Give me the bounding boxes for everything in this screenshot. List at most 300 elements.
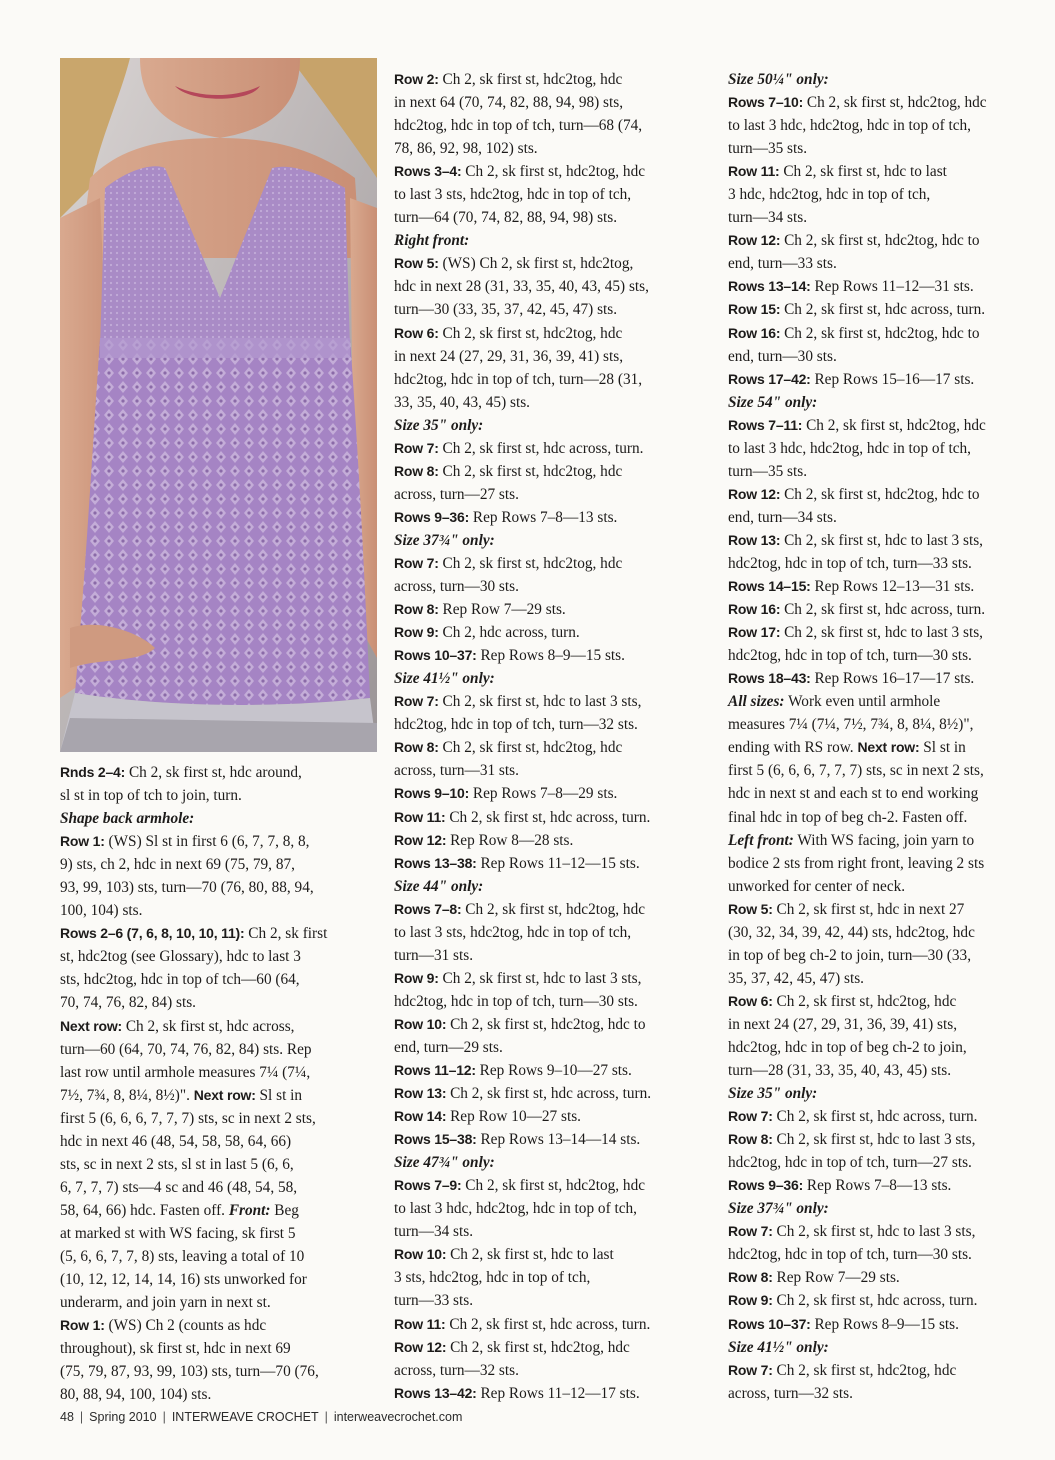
instruction-text: 33, 35, 40, 43, 45) sts. [394, 393, 530, 411]
instruction-text: first 5 (6, 6, 6, 7, 7, 7) sts, sc in next 2 sts, [728, 762, 984, 780]
instruction-line [394, 460, 706, 483]
row-label: Row 11: [394, 808, 446, 825]
instruction-text: (WS) Ch 2, sk first st, hdc2tog, [438, 255, 634, 273]
row-label: Next row: [60, 1017, 122, 1034]
instruction-line [394, 921, 706, 944]
instruction-column-1 [60, 761, 372, 1406]
instruction-column-2 [394, 68, 706, 1405]
instruction-line [728, 552, 1040, 575]
instruction-text: 35, 37, 42, 45, 47) sts. [728, 969, 864, 987]
instruction-line [728, 875, 1040, 898]
instruction-text: hdc2tog, hdc in top of tch, turn—27 sts. [728, 1154, 972, 1172]
instruction-text: across, turn—32 sts. [728, 1384, 853, 1402]
instruction-text: Ch 2, sk first st, hdc2tog, hdc [772, 1361, 957, 1379]
instruction-line [394, 1220, 706, 1243]
instruction-text: Rep Rows 16–17—17 sts. [810, 670, 975, 688]
row-label: Row 7: [728, 1361, 773, 1378]
instruction-line [394, 483, 706, 506]
instruction-text: Rep Rows 7–8—13 sts. [469, 508, 618, 526]
instruction-text: 7½, 7¾, 8, 8¼, 8½)". [60, 1086, 194, 1104]
instruction-text: Ch 2, sk first st, hdc across, turn. [780, 301, 986, 319]
instruction-text: Sl st in [919, 739, 966, 757]
instruction-line [394, 990, 706, 1013]
instruction-line [60, 1383, 372, 1406]
instruction-text: across, turn—31 sts. [394, 762, 519, 780]
instruction-line [728, 460, 1040, 483]
instruction-text: to last 3 sts, hdc2tog, hdc in top of tch, [394, 923, 632, 941]
instruction-text: (WS) Sl st in first 6 (6, 7, 7, 8, 8, [104, 833, 310, 851]
instruction-line [394, 1289, 706, 1312]
instruction-line [60, 945, 372, 968]
instruction-line [394, 575, 706, 598]
instruction-line [394, 690, 706, 713]
instruction-line [728, 322, 1040, 345]
instruction-text: Rep Rows 7–8—13 sts. [803, 1177, 952, 1195]
instruction-text: to last 3 hdc, hdc2tog, hdc in top of tch, [394, 1200, 638, 1218]
instruction-line [394, 944, 706, 967]
instruction-text: Rep Row 10—27 sts. [446, 1108, 581, 1126]
instruction-text: underarm, and join yarn in next st. [60, 1294, 271, 1312]
instruction-line [394, 759, 706, 782]
instruction-line [394, 1082, 706, 1105]
instruction-line [728, 437, 1040, 460]
instruction-line [728, 1036, 1040, 1059]
instruction-line [728, 782, 1040, 805]
instruction-line [728, 621, 1040, 644]
instruction-text: hdc2tog, hdc in top of tch, turn—30 sts. [728, 1246, 972, 1264]
instruction-line [60, 899, 372, 922]
instruction-line [394, 967, 706, 990]
row-label: Rows 2–6 (7, 6, 8, 10, 10, 11): [60, 925, 245, 942]
row-label: Row 5: [728, 900, 773, 917]
instruction-text: sts, hdc2tog, hdc in top of tch—60 (64, [60, 971, 300, 989]
instruction-text: 3 sts, hdc2tog, hdc in top of tch, [394, 1269, 591, 1287]
instruction-line [394, 160, 706, 183]
instruction-text: in next 64 (70, 74, 82, 88, 94, 98) sts, [394, 94, 624, 112]
instruction-line [394, 1174, 706, 1197]
instruction-line [728, 898, 1040, 921]
instruction-text: hdc2tog, hdc in top of tch, turn—68 (74, [394, 117, 643, 135]
instruction-text: ending with RS row. [728, 739, 858, 757]
instruction-text: Ch 2, sk first st, hdc2tog, hdc [461, 1177, 646, 1195]
instruction-line [728, 1220, 1040, 1243]
instruction-text: turn—35 sts. [728, 140, 808, 158]
instruction-line [728, 91, 1040, 114]
instruction-text: across, turn—30 sts. [394, 578, 519, 596]
row-label: Rows 9–36: [394, 508, 470, 525]
row-label: Row 15: [728, 301, 781, 318]
instruction-text: 70, 74, 76, 82, 84) sts. [60, 994, 196, 1012]
instruction-text: Ch 2, sk first [244, 925, 328, 943]
row-label: Row 12: [394, 831, 447, 848]
issue-date: Spring 2010 [89, 1410, 157, 1424]
instruction-line [394, 298, 706, 321]
row-label: Rows 7–10: [728, 94, 804, 111]
row-label: Row 13: [728, 531, 781, 548]
instruction-line [394, 829, 706, 852]
instruction-line [60, 1176, 372, 1199]
instruction-line [394, 183, 706, 206]
instruction-line [60, 1015, 372, 1038]
section-heading: Size 44" only: [394, 877, 484, 895]
instruction-line [394, 1266, 706, 1289]
row-label: Rows 11–12: [394, 1062, 476, 1079]
row-label: Row 8: [394, 601, 439, 618]
instruction-text: Ch 2, sk first st, hdc across, turn. [438, 439, 644, 457]
instruction-line [60, 1245, 372, 1268]
instruction-line [394, 506, 706, 529]
row-label: Rows 10–37: [394, 647, 477, 664]
row-label: Row 11: [728, 163, 780, 180]
instruction-line [60, 1038, 372, 1061]
instruction-line [728, 921, 1040, 944]
instruction-text: Rep Rows 11–12—31 sts. [810, 278, 974, 296]
instruction-text: to last 3 hdc, hdc2tog, hdc in top of tch, [728, 439, 972, 457]
instruction-text: Ch 2, sk first st, hdc2tog, hdc [461, 900, 646, 918]
instruction-text: Beg [270, 1201, 299, 1219]
instruction-line [394, 806, 706, 829]
instruction-line [60, 761, 372, 784]
instruction-text: 80, 88, 94, 100, 104) sts. [60, 1386, 212, 1404]
instruction-line [728, 483, 1040, 506]
instruction-line [728, 575, 1040, 598]
instruction-text: Ch 2, sk first st, hdc2tog, hdc to [446, 1015, 646, 1033]
instruction-text: st, hdc2tog (see Glossary), hdc to last 3 [60, 948, 301, 966]
instruction-text: in next 24 (27, 29, 31, 36, 39, 41) sts, [394, 347, 624, 365]
page-footer: 48 | Spring 2010 | INTERWEAVE CROCHET | interweavecrochet.com [60, 1410, 463, 1424]
instruction-line [394, 252, 706, 275]
instruction-line [394, 667, 706, 690]
instruction-line [728, 345, 1040, 368]
row-label: Row 9: [728, 1292, 773, 1309]
instruction-text: Rep Rows 8–9—15 sts. [810, 1315, 959, 1333]
instruction-text: Ch 2, sk first st, hdc to last 3 sts, [438, 693, 642, 711]
instruction-line [394, 391, 706, 414]
instruction-line [394, 552, 706, 575]
instruction-text: 100, 104) sts. [60, 902, 143, 920]
instruction-text: Ch 2, sk first st, hdc across, turn. [772, 1108, 978, 1126]
instruction-line [728, 1174, 1040, 1197]
row-label: Row 9: [394, 624, 439, 641]
instruction-text: hdc2tog, hdc in top of tch, turn—32 sts. [394, 716, 638, 734]
instruction-text: hdc2tog, hdc in top of beg ch-2 to join, [728, 1038, 967, 1056]
instruction-line [394, 1382, 706, 1405]
instruction-line [394, 322, 706, 345]
instruction-line [728, 160, 1040, 183]
row-label: Rows 18–43: [728, 670, 811, 687]
instruction-line [394, 1313, 706, 1336]
instruction-text: first 5 (6, 6, 6, 7, 7, 7) sts, sc in next 2 sts, [60, 1109, 316, 1127]
instruction-text: Ch 2, sk first st, hdc2tog, hdc [446, 1338, 630, 1356]
instruction-text: Rep Rows 9–10—27 sts. [475, 1062, 632, 1080]
instruction-line [60, 1314, 372, 1337]
instruction-line [394, 1105, 706, 1128]
instruction-line [728, 944, 1040, 967]
instruction-line [728, 598, 1040, 621]
instruction-text: Ch 2, hdc across, turn. [438, 624, 580, 642]
instruction-text: Ch 2, sk first st, hdc to last 3 sts, [780, 624, 983, 642]
instruction-line [394, 1359, 706, 1382]
instruction-line [728, 852, 1040, 875]
instruction-text: Ch 2, sk first st, hdc across, turn. [446, 1085, 652, 1103]
instruction-line [394, 137, 706, 160]
instruction-line [728, 137, 1040, 160]
section-heading: Size 35" only: [728, 1085, 818, 1103]
instruction-line [394, 68, 706, 91]
instruction-text: Ch 2, sk first st, hdc2tog, hdc [803, 94, 987, 112]
instruction-text: hdc2tog, hdc in top of tch, turn—30 sts. [394, 992, 638, 1010]
instruction-line [394, 598, 706, 621]
row-label: Row 12: [394, 1338, 447, 1355]
instruction-line [394, 414, 706, 437]
row-label: Row 16: [728, 601, 781, 618]
instruction-column-3 [728, 68, 1040, 1405]
row-label: Next row: [193, 1086, 256, 1103]
instruction-text: Ch 2, sk first st, hdc2tog, hdc [438, 324, 623, 342]
instruction-line [728, 1197, 1040, 1220]
instruction-line [60, 991, 372, 1014]
instruction-text: Ch 2, sk first st, hdc2tog, hdc [438, 554, 623, 572]
instruction-text: With WS facing, join yarn to [793, 831, 975, 849]
instruction-text: turn—35 sts. [728, 462, 808, 480]
row-label: Rows 10–37: [728, 1315, 811, 1332]
instruction-line [728, 206, 1040, 229]
instruction-text: 9) sts, ch 2, hdc in next 69 (75, 79, 87, [60, 856, 295, 874]
instruction-line [394, 368, 706, 391]
row-label: Row 7: [728, 1108, 773, 1125]
instruction-line [60, 1222, 372, 1245]
instruction-line [728, 1289, 1040, 1312]
row-label: Row 16: [728, 324, 781, 341]
instruction-text: end, turn—29 sts. [394, 1038, 503, 1056]
row-label: Row 8: [728, 1269, 773, 1286]
row-label: Rows 7–9: [394, 1177, 462, 1194]
instruction-text: hdc2tog, hdc in top of tch, turn—28 (31, [394, 370, 643, 388]
row-label: Rows 9–36: [728, 1177, 804, 1194]
instruction-text: turn—33 sts. [394, 1292, 474, 1310]
instruction-line [728, 967, 1040, 990]
section-heading: Size 50¼" only: [728, 71, 829, 88]
instruction-line [60, 807, 372, 830]
instruction-line [60, 1199, 372, 1222]
instruction-text: 58, 64, 66) hdc. Fasten off. [60, 1201, 229, 1219]
row-label: Rows 7–8: [394, 900, 462, 917]
instruction-text: Ch 2, sk first st, hdc to last [779, 163, 947, 181]
instruction-text: hdc in next st and each st to end working [728, 785, 979, 803]
instruction-line [60, 1130, 372, 1153]
instruction-line [728, 1151, 1040, 1174]
instruction-line [728, 1128, 1040, 1151]
instruction-line [728, 1059, 1040, 1082]
instruction-line [60, 1107, 372, 1130]
instruction-text: Rep Rows 13–14—14 sts. [476, 1131, 641, 1149]
instruction-text: across, turn—32 sts. [394, 1361, 519, 1379]
instruction-line [60, 922, 372, 945]
instruction-line [60, 853, 372, 876]
row-label: Row 7: [728, 1223, 773, 1240]
instruction-text: end, turn—34 sts. [728, 508, 837, 526]
magazine-name: INTERWEAVE CROCHET [171, 1410, 319, 1424]
instruction-line [60, 1291, 372, 1314]
instruction-line [728, 229, 1040, 252]
instruction-line [728, 1359, 1040, 1382]
instruction-line [394, 1336, 706, 1359]
instruction-text: Rep Rows 7–8—29 sts. [469, 785, 618, 803]
instruction-line [728, 1105, 1040, 1128]
instruction-line [728, 368, 1040, 391]
instruction-text: 93, 99, 103) sts, turn—70 (76, 80, 88, 94, [60, 879, 314, 897]
instruction-line [728, 1382, 1040, 1405]
row-label: Row 13: [394, 1085, 447, 1102]
instruction-text: (WS) Ch 2 (counts as hdc [104, 1317, 267, 1335]
row-label: Row 9: [394, 969, 439, 986]
instruction-line [728, 667, 1040, 690]
row-label: Row 12: [728, 485, 781, 502]
instruction-text: in top of beg ch-2 to join, turn—30 (33, [728, 946, 972, 964]
instruction-text: final hdc in top of beg ch-2. Fasten off. [728, 808, 968, 826]
instruction-text: 6, 7, 7, 7) sts—4 sc and 46 (48, 54, 58, [60, 1178, 298, 1196]
row-label: Rows 13–42: [394, 1384, 477, 1401]
instruction-line [394, 529, 706, 552]
section-heading: All sizes: [728, 693, 785, 711]
instruction-line [728, 690, 1040, 713]
instruction-line [60, 1268, 372, 1291]
instruction-line [394, 275, 706, 298]
section-heading: Size 37¾" only: [394, 531, 495, 549]
instruction-text: Ch 2, sk first st, hdc2tog, hdc to [780, 324, 980, 342]
instruction-line [394, 206, 706, 229]
instruction-line [728, 1013, 1040, 1036]
instruction-text: Rep Rows 11–12—15 sts. [476, 854, 640, 872]
magazine-url: interweavecrochet.com [333, 1410, 463, 1424]
instruction-text: measures 7¼ (7¼, 7½, 7¾, 8, 8¼, 8½)", [728, 716, 974, 734]
instruction-line [394, 229, 706, 252]
instruction-text: bodice 2 sts from right front, leaving 2 sts [728, 854, 985, 872]
instruction-line [394, 1151, 706, 1174]
instruction-line [394, 621, 706, 644]
instruction-text: to last 3 sts, hdc2tog, hdc in top of tch, [394, 186, 632, 204]
instruction-line [394, 736, 706, 759]
instruction-line [728, 1266, 1040, 1289]
instruction-text: Ch 2, sk first st, hdc in next 27 [772, 900, 965, 918]
section-heading: Left front: [728, 831, 794, 849]
instruction-line [728, 713, 1040, 736]
instruction-line [394, 644, 706, 667]
section-heading: Size 37¾" only: [728, 1200, 829, 1218]
instruction-text: turn—60 (64, 70, 74, 76, 82, 84) sts. Rep [60, 1040, 312, 1058]
instruction-text: (75, 79, 87, 93, 99, 103) sts, turn—70 (76, [60, 1363, 319, 1381]
instruction-text: turn—31 sts. [394, 946, 474, 964]
row-label: Row 7: [394, 439, 439, 456]
instruction-text: Ch 2, sk first st, hdc2tog, hdc [461, 163, 646, 181]
instruction-text: Ch 2, sk first st, hdc2tog, hdc [438, 71, 623, 88]
instruction-text: Work even until armhole [784, 693, 941, 711]
instruction-text: unworked for center of neck. [728, 877, 906, 895]
instruction-text: Ch 2, sk first st, hdc across, turn. [772, 1292, 978, 1310]
instruction-line [728, 391, 1040, 414]
instruction-text: 78, 86, 92, 98, 102) sts. [394, 140, 538, 158]
instruction-line [728, 275, 1040, 298]
section-heading: Size 35" only: [394, 416, 484, 434]
section-heading: Size 41½" only: [728, 1338, 829, 1356]
row-label: Row 17: [728, 624, 781, 641]
instruction-text: hdc in next 46 (48, 54, 58, 58, 64, 66) [60, 1132, 292, 1150]
row-label: Row 1: [60, 833, 105, 850]
instruction-text: to last 3 hdc, hdc2tog, hdc in top of tch, [728, 117, 972, 135]
instruction-line [60, 1153, 372, 1176]
section-heading: Front: [228, 1201, 271, 1219]
instruction-line [394, 114, 706, 137]
page-number: 48 [60, 1410, 74, 1424]
instruction-text: last row until armhole measures 7¼ (7¼, [60, 1063, 311, 1081]
instruction-text: across, turn—27 sts. [394, 485, 519, 503]
instruction-text: (30, 32, 34, 39, 42, 44) sts, hdc2tog, hdc [728, 923, 975, 941]
instruction-line [394, 1243, 706, 1266]
instruction-line [728, 252, 1040, 275]
instruction-text: Ch 2, sk first st, hdc to last [446, 1246, 614, 1264]
instruction-text: Rep Rows 11–12—17 sts. [476, 1384, 640, 1402]
instruction-text: Sl st in [255, 1086, 303, 1104]
instruction-text: Ch 2, sk first st, hdc2tog, hdc to [780, 485, 980, 503]
instruction-text: Ch 2, sk first st, hdc to last 3 sts, [772, 1223, 976, 1241]
instruction-text: Rep Row 7—29 sts. [772, 1269, 900, 1287]
instruction-line [728, 506, 1040, 529]
row-label: Rows 13–38: [394, 854, 477, 871]
instruction-text: end, turn—30 sts. [728, 347, 837, 365]
row-label: Next row: [857, 739, 920, 756]
row-label: Row 14: [394, 1108, 447, 1125]
instruction-text: turn—28 (31, 33, 35, 40, 43, 45) sts. [728, 1062, 952, 1080]
row-label: Row 11: [394, 1315, 446, 1332]
instruction-line [728, 183, 1040, 206]
instruction-line [728, 990, 1040, 1013]
instruction-line [394, 345, 706, 368]
instruction-text: Ch 2, sk first st, hdc across, turn. [780, 601, 986, 619]
instruction-line [394, 91, 706, 114]
row-label: Row 5: [394, 255, 439, 272]
row-label: Row 7: [394, 693, 439, 710]
instruction-line [394, 875, 706, 898]
instruction-text: sts, sc in next 2 sts, sl st in last 5 (6, 6, [60, 1155, 294, 1173]
row-label: Row 6: [394, 324, 439, 341]
section-heading: Size 47¾" only: [394, 1154, 495, 1172]
instruction-line [394, 1036, 706, 1059]
instruction-line [728, 114, 1040, 137]
row-label: Row 7: [394, 554, 439, 571]
instruction-text: turn—64 (70, 74, 82, 88, 94, 98) sts. [394, 209, 618, 227]
row-label: Rows 15–38: [394, 1131, 477, 1148]
instruction-line [60, 1360, 372, 1383]
instruction-text: Ch 2, sk first st, hdc across, [122, 1017, 295, 1035]
instruction-text: Rep Rows 15–16—17 sts. [810, 370, 975, 388]
instruction-line [728, 1243, 1040, 1266]
instruction-line [60, 1061, 372, 1084]
instruction-text: hdc in next 28 (31, 33, 35, 40, 43, 45) sts, [394, 278, 649, 296]
instruction-text: Ch 2, sk first st, hdc2tog, hdc [438, 462, 623, 480]
row-label: Row 1: [60, 1317, 105, 1334]
row-label: Rows 13–14: [728, 278, 811, 295]
instruction-text: Ch 2, sk first st, hdc2tog, hdc to [780, 232, 980, 250]
instruction-text: Rep Row 8—28 sts. [446, 831, 574, 849]
instruction-line [728, 1313, 1040, 1336]
instruction-line [60, 1084, 372, 1107]
row-label: Row 8: [728, 1131, 773, 1148]
instruction-line [728, 1336, 1040, 1359]
instruction-line [394, 1128, 706, 1151]
instruction-line [60, 784, 372, 807]
instruction-line [394, 782, 706, 805]
row-label: Rnds 2–4: [60, 764, 126, 780]
